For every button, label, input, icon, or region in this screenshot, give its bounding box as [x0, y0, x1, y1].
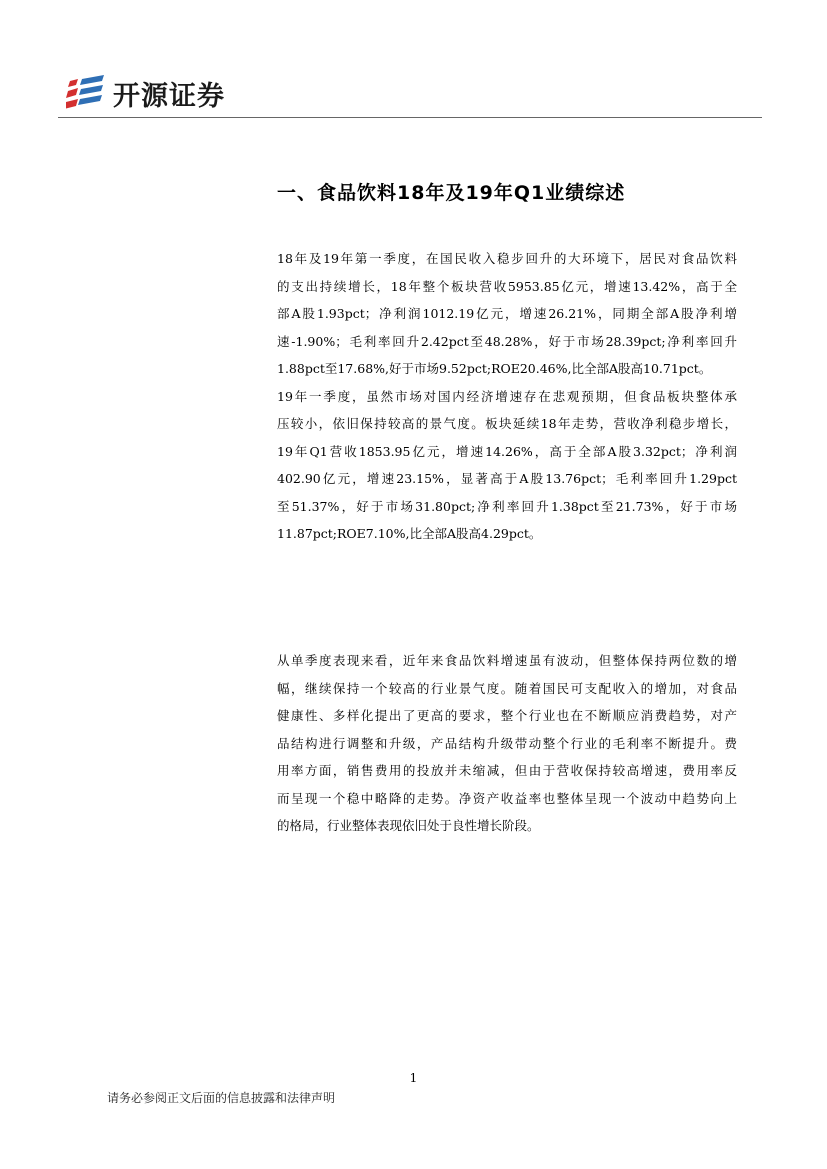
paragraph-performance-summary — [277, 245, 737, 548]
paragraph-line: 19年Q1营收1853.95亿元，增速14.26%，高于全部A股3.32pct；净利润 — [277, 443, 737, 459]
paragraph-line: 19年一季度，虽然市场对国内经济增速存在悲观预期，但食品板块整体承 — [277, 388, 737, 404]
paragraph-line: 压较小，依旧保持较高的景气度。板块延续18年走势，营收净利稳步增长， — [277, 416, 737, 431]
header-divider — [58, 117, 762, 118]
paragraph-line: 18年及19年第一季度，在国民收入稳步回升的大环境下，居民对食品饮料 — [277, 251, 737, 266]
paragraph-line: 用率方面，销售费用的投放并未缩减，但由于营收保持较高增速，费用率反 — [277, 763, 737, 778]
paragraph-line: 11.87pct;ROE7.10%,比全部A股高4.29pct。 — [277, 526, 542, 541]
section-title: 一、食品饮料18年及19年Q1业绩综述 — [277, 182, 626, 204]
paragraph-line: 的格局，行业整体表现依旧处于良性增长阶段。 — [277, 818, 540, 833]
paragraph-line: 而呈现一个稳中略降的走势。净资产收益率也整体呈现一个波动中趋势向上 — [277, 790, 737, 806]
paragraph-line: 1.88pct至17.68%,好于市场9.52pct;ROE20.46%,比全部A股高10.71pct。 — [277, 361, 712, 376]
paragraph-line: 部A股1.93pct；净利润1012.19亿元，增速26.21%，同期全部A股净利增 — [277, 306, 737, 321]
paragraph-line: 至51.37%，好于市场31.80pct;净利率回升1.38pct至21.73%，好于市场 — [277, 498, 737, 514]
brand-name: 开源证券 — [113, 81, 225, 112]
paragraph-line: 幅，继续保持一个较高的行业景气度。随着国民可支配收入的增加，对食品 — [277, 680, 737, 696]
paragraph-line: 品结构进行调整和升级，产品结构升级带动整个行业的毛利率不断提升。费 — [277, 735, 737, 751]
page-header — [0, 0, 827, 118]
paragraph-line: 速-1.90%；毛利率回升2.42pct至48.28%，好于市场28.39pct;净利率回升 — [277, 333, 737, 349]
brand-logo-icon — [66, 75, 106, 109]
paragraph-quarterly-trend — [277, 647, 737, 840]
paragraph-line: 的支出持续增长，18年整个板块营收5953.85亿元，增速13.42%，高于全 — [277, 278, 737, 294]
paragraph-line: 从单季度表现来看，近年来食品饮料增速虽有波动，但整体保持两位数的增 — [277, 653, 737, 668]
paragraph-line: 健康性、多样化提出了更高的要求，整个行业也在不断顺应消费趋势，对产 — [277, 708, 737, 723]
footer-disclaimer: 请务必参阅正文后面的信息披露和法律声明 — [107, 1091, 336, 1105]
paragraph-line: 402.90亿元，增速23.15%，显著高于A股13.76pct；毛利率回升1.29pct — [277, 471, 737, 486]
page-number: 1 — [409, 1071, 418, 1085]
